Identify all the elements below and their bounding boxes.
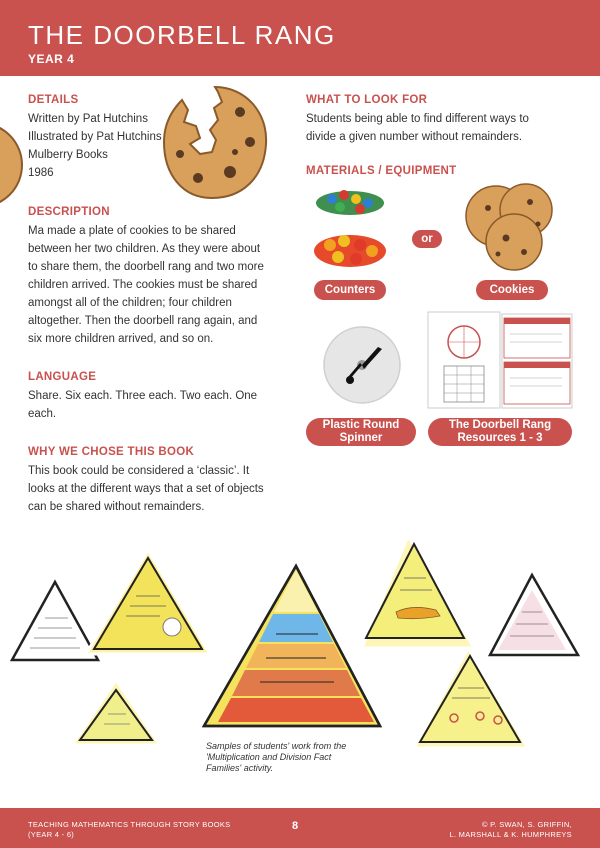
cookies-label: Cookies: [476, 280, 548, 300]
details-text: [28, 110, 198, 182]
footer-series: [28, 820, 230, 840]
description-line: altogether. Then the doorbell rang again, and: [28, 315, 258, 327]
why-line: This book could be considered a ‘classic’. It: [28, 465, 250, 477]
caption-line: Families' activity.: [206, 763, 274, 773]
details-year: 1986: [28, 167, 54, 179]
cookies-image: [460, 180, 560, 275]
page-number: 8: [292, 820, 299, 832]
look-for-text: [306, 110, 576, 146]
language-text: [28, 387, 298, 423]
caption-line: 'Multiplication and Division Fact: [206, 752, 332, 762]
language-line: each.: [28, 408, 57, 420]
footer-series-title: TEACHING MATHEMATICS THROUGH STORY BOOKS: [28, 820, 231, 829]
spinner-label-line2: Spinner: [339, 432, 383, 444]
counters-label: Counters: [314, 280, 386, 300]
look-for-line: divide a given number without remainders.: [306, 131, 523, 143]
year-level: YEAR 4: [28, 52, 75, 66]
footer-copyright: [449, 820, 572, 840]
details-heading: DETAILS: [28, 94, 79, 106]
look-for-line: Students being able to find different ways to: [306, 113, 529, 125]
language-heading: LANGUAGE: [28, 371, 97, 383]
page-title: THE DOORBELL RANG: [28, 20, 336, 50]
why-line: can be shared without remainders.: [28, 501, 205, 513]
description-line: children arrived. The cookies must be shared: [28, 279, 258, 291]
materials-heading: MATERIALS / EQUIPMENT: [306, 165, 457, 177]
description-line: Ma made a plate of cookies to be shared: [28, 225, 236, 237]
why-line: looks at the different ways that a set of objects: [28, 483, 264, 495]
resources-label-line2: Resources 1 - 3: [457, 432, 543, 444]
resources-label-line1: The Doorbell Rang: [448, 419, 552, 431]
details-author: Written by Pat Hutchins: [28, 113, 148, 125]
why-text: [28, 462, 298, 516]
resources-image: [428, 312, 573, 412]
resources-label: [428, 418, 572, 446]
description-heading: DESCRIPTION: [28, 206, 110, 218]
details-illustrator: Illustrated by Pat Hutchins: [28, 131, 162, 143]
description-line: six more children arrived, and so on.: [28, 333, 214, 345]
page-footer: [0, 808, 600, 848]
spinner-label: [306, 418, 416, 446]
why-heading: WHY WE CHOSE THIS BOOK: [28, 446, 195, 458]
description-line: amongst all of the children; four children: [28, 297, 232, 309]
spinner-label-line1: Plastic Round: [322, 419, 400, 431]
photo-caption: [206, 741, 386, 774]
description-text: [28, 222, 298, 348]
cookie-illustration-left: [0, 115, 20, 215]
details-publisher: Mulberry Books: [28, 149, 108, 161]
description-line: between her two children. As they were about: [28, 243, 261, 255]
footer-authors-1: © P. SWAN, S. GRIFFIN,: [481, 820, 572, 829]
caption-line: Samples of students' work from the: [206, 741, 347, 751]
language-line: Share. Six each. Three each. Two each. One: [28, 390, 258, 402]
description-line: to share them, the doorbell rang and two more: [28, 261, 264, 273]
spinner-image: [322, 325, 402, 405]
or-label: or: [412, 230, 442, 248]
counters-image: [310, 185, 390, 275]
look-for-heading: WHAT TO LOOK FOR: [306, 94, 428, 106]
page-header: [0, 0, 600, 76]
footer-series-years: (YEAR 4 - 6): [28, 830, 75, 839]
footer-authors-2: L. MARSHALL & K. HUMPHREYS: [449, 830, 572, 839]
